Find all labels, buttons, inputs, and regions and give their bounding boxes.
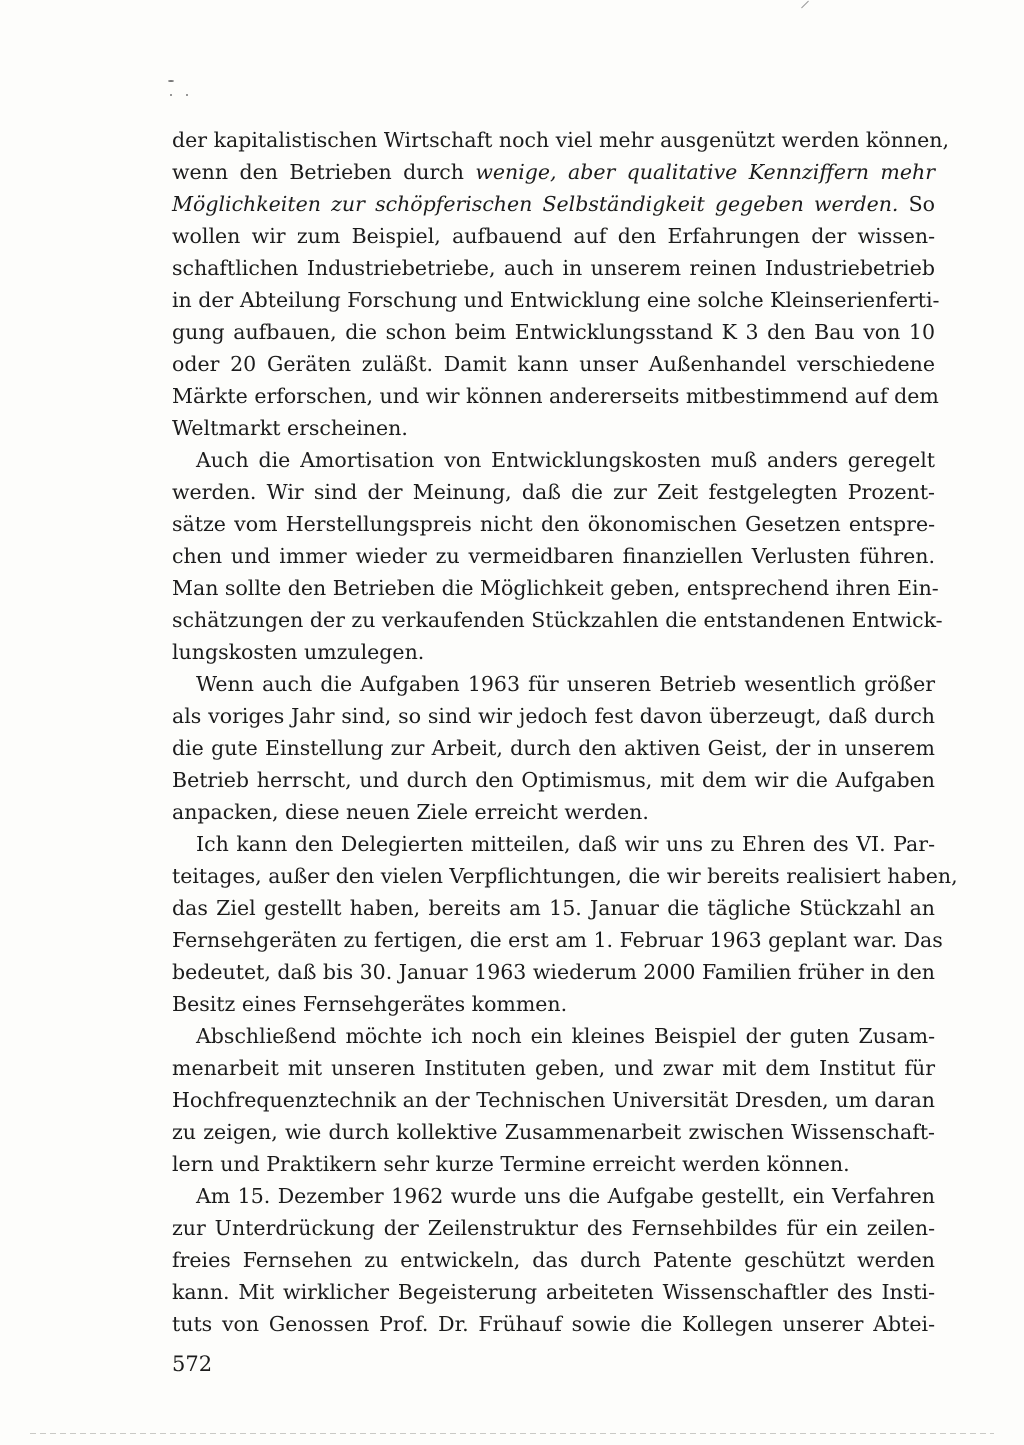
text-line: freies Fernsehen zu entwickeln, das durch Patente geschützt werden — [172, 1248, 935, 1272]
text-line: teitages, außer den vielen Verpflichtungen, die wir bereits realisiert haben, — [172, 864, 958, 888]
text-line: zu zeigen, wie durch kollektive Zusammenarbeit zwischen Wissenschaft- — [172, 1120, 935, 1144]
text-line: gung aufbauen, die schon beim Entwicklungsstand K 3 den Bau von 10 — [172, 320, 935, 344]
text-line: Hochfrequenztechnik an der Technischen Universität Dresden, um daran — [172, 1088, 935, 1112]
text-line: schätzungen der zu verkaufenden Stückzahlen die entstandenen Entwick- — [172, 608, 943, 632]
text-line: chen und immer wieder zu vermeidbaren finanziellen Verlusten führen. — [172, 544, 935, 568]
text-line: oder 20 Geräten zuläßt. Damit kann unser Außenhandel verschiedene — [172, 352, 935, 376]
scan-speck — [170, 94, 172, 96]
text-line: Auch die Amortisation von Entwicklungskosten muß anders geregelt — [196, 448, 935, 472]
scan-mark — [801, 1, 809, 9]
text-line: in der Abteilung Forschung und Entwicklung eine solche Kleinserienferti- — [172, 288, 940, 312]
text-line: bedeutet, daß bis 30. Januar 1963 wiederum 2000 Familien früher in den — [172, 960, 935, 984]
text-line: Abschließend möchte ich noch ein kleines Beispiel der guten Zusam- — [196, 1024, 935, 1048]
text-line: tuts von Genossen Prof. Dr. Frühauf sowie die Kollegen unserer Abtei- — [172, 1312, 935, 1336]
emphasis-text: wenige, aber qualitative Kennziffern mehr — [475, 160, 935, 184]
page-number: 572 — [172, 1352, 213, 1376]
text-line: lungskosten umzulegen. — [172, 640, 425, 664]
scan-speck — [186, 94, 188, 96]
text-line: kann. Mit wirklicher Begeisterung arbeiteten Wissenschaftler des Insti- — [172, 1280, 935, 1304]
text-line: lern und Praktikern sehr kurze Termine erreicht werden können. — [172, 1152, 850, 1176]
text-run: wenn den Betrieben durch — [172, 160, 476, 184]
text-line: Wenn auch die Aufgaben 1963 für unseren Betrieb wesentlich größer — [196, 672, 935, 696]
text-line: Am 15. Dezember 1962 wurde uns die Aufgabe gestellt, ein Verfahren — [196, 1184, 935, 1208]
text-line: Man sollte den Betrieben die Möglichkeit geben, entsprechend ihren Ein- — [172, 576, 939, 600]
text-line: Märkte erforschen, und wir können andererseits mitbestimmend auf dem — [172, 384, 939, 408]
text-line: sätze vom Herstellungspreis nicht den ökonomischen Gesetzen entspre- — [172, 512, 935, 536]
text-line: Weltmarkt erscheinen. — [172, 416, 408, 440]
text-line: Fernsehgeräten zu fertigen, die erst am 1. Februar 1963 geplant war. Das — [172, 928, 943, 952]
text-line: als voriges Jahr sind, so sind wir jedoch fest davon überzeugt, daß durch — [172, 704, 935, 728]
text-line: werden. Wir sind der Meinung, daß die zur Zeit festgelegten Prozent- — [172, 480, 935, 504]
text-line: schaftlichen Industriebetriebe, auch in unserem reinen Industriebetrieb — [172, 256, 935, 280]
text-line: Besitz eines Fernsehgerätes kommen. — [172, 992, 568, 1016]
emphasis-text: Möglichkeiten zur schöpferischen Selbständigkeit gegeben werden. — [172, 192, 899, 216]
text-line: das Ziel gestellt haben, bereits am 15. Januar die tägliche Stückzahl an — [172, 896, 935, 920]
text-line: anpacken, diese neuen Ziele erreicht werden. — [172, 800, 649, 824]
text-line: Ich kann den Delegierten mitteilen, daß wir uns zu Ehren des VI. Par- — [196, 832, 935, 856]
text-line: wollen wir zum Beispiel, aufbauend auf den Erfahrungen der wissen- — [172, 224, 935, 248]
text-line: menarbeit mit unseren Instituten geben, und zwar mit dem Institut für — [172, 1056, 935, 1080]
text-line: zur Unterdrückung der Zeilenstruktur des Fernsehbildes für ein zeilen- — [172, 1216, 935, 1240]
text-line — [172, 156, 935, 188]
text-line — [172, 188, 935, 220]
text-line: die gute Einstellung zur Arbeit, durch den aktiven Geist, der in unserem — [172, 736, 935, 760]
scan-edge — [30, 1433, 994, 1434]
text-line: Betrieb herrscht, und durch den Optimismus, mit dem wir die Aufgaben — [172, 768, 935, 792]
text-line: der kapitalistischen Wirtschaft noch viel mehr ausgenützt werden können, — [172, 128, 949, 152]
scan-speck — [168, 80, 174, 82]
text-run: So — [898, 192, 936, 216]
